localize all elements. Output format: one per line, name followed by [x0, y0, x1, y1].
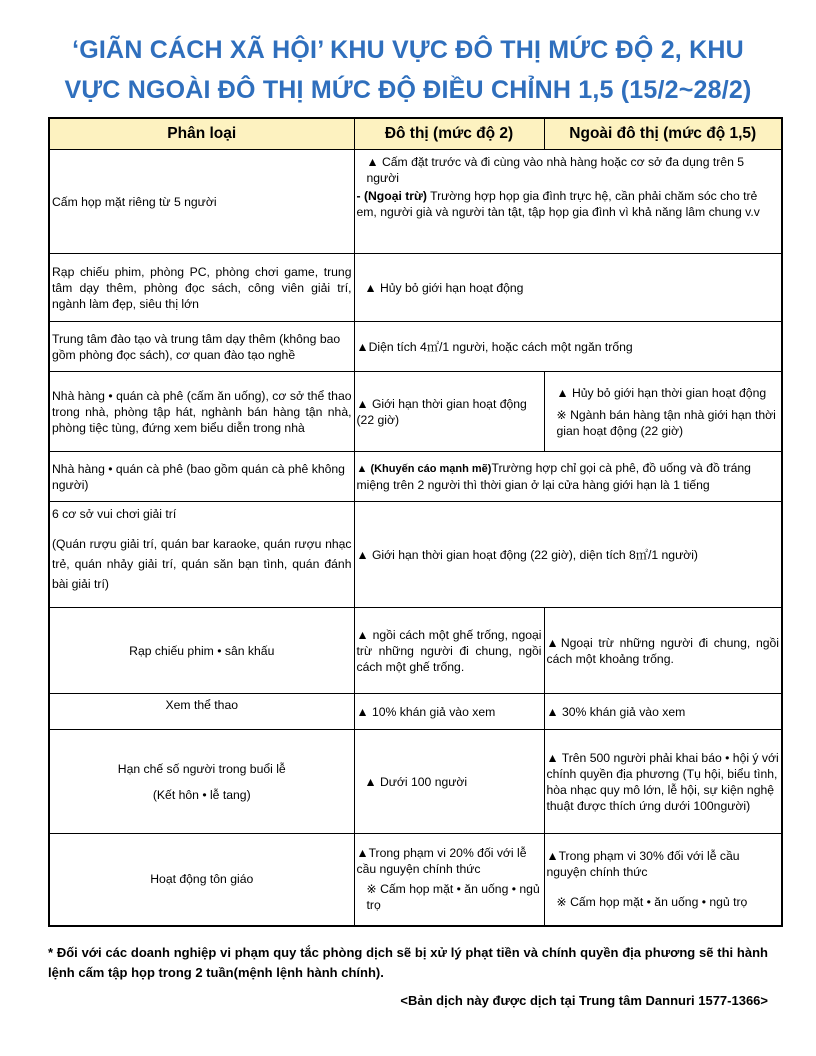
header-urban: Đô thị (mức độ 2): [354, 118, 544, 150]
category-text-a: Hạn chế số người trong buổi lễ: [117, 761, 286, 776]
table-row: [49, 694, 782, 730]
footnote: * Đối với các doanh nghiệp vi phạm quy tắc phòng dịch sẽ bị xử lý phạt tiền và chính quyền địa phương sẽ thi hành lệnh cấm tập họp trong 2 tuần(mệnh lệnh hành chính).: [48, 945, 768, 980]
rule-text: ▲ Cấm đặt trước và đi cùng vào nhà hàng hoặc cơ sở đa dụng trên 5 người: [366, 155, 745, 185]
row-urban: ▲ Dưới 100 người: [354, 730, 544, 834]
row-rule: [354, 150, 782, 254]
row-category: Rạp chiếu phim, phòng PC, phòng chơi game, trung tâm dạy thêm, phòng đọc sách, công viên giải trí, ngành làm đẹp, siêu thị lớn: [49, 254, 354, 322]
row-rural: ▲Ngoại trừ những người đi chung, ngồi cách một khoảng trống.: [544, 608, 782, 694]
title-line-2: VỰC NGOÀI ĐÔ THỊ MỨC ĐỘ ĐIỀU CHỈNH 1,5 (15/2~28/2): [64, 76, 752, 104]
row-urban: ▲ ngồi cách một ghế trống, ngoại trừ những người đi chung, ngồi cách một ghế trống.: [354, 608, 544, 694]
table-row: [49, 608, 782, 694]
row-category: Rạp chiếu phim • sân khấu: [49, 608, 354, 694]
category-text-a: 6 cơ sở vui chơi giải trí: [52, 507, 177, 521]
table-row: [49, 502, 782, 608]
row-rule: [354, 452, 782, 502]
row-category: Cấm họp mặt riêng từ 5 người: [49, 150, 354, 254]
title-line-1: ‘GIÃN CÁCH XÃ HỘI’ KHU VỰC ĐÔ THỊ MỨC ĐỘ 2, KHU: [72, 36, 744, 64]
table-row: [49, 730, 782, 834]
rule-text: Trường hợp chỉ gọi cà phê, đồ uống và đồ tráng miệng trên 2 người thì thời gian ở lại cửa hàng giới hạn là 1 tiếng: [356, 461, 751, 492]
rural-text-b: ※ Cấm họp mặt • ăn uống • ngủ trọ: [556, 895, 748, 910]
urban-text-a: ▲Trong phạm vi 20% đối với lễ cầu nguyện chính thức: [356, 846, 527, 877]
row-urban: ▲ 10% khán giả vào xem: [354, 694, 544, 730]
row-category: Xem thể thao: [49, 694, 354, 730]
rural-text-a: ▲Trong phạm vi 30% đối với lễ cầu nguyện chính thức: [546, 849, 740, 880]
regulation-table: [48, 117, 783, 927]
rule-exception-label: - (Ngoại trừ): [356, 189, 427, 203]
rural-text-a: ▲ Hủy bỏ giới hạn thời gian hoạt động: [556, 385, 767, 400]
table-row: [49, 254, 782, 322]
table-row: [49, 322, 782, 372]
rule-advisory-label: ▲ (Khuyến cáo mạnh mẽ): [356, 463, 492, 475]
page-title: [28, 30, 788, 110]
category-text-b: (Kết hôn • lễ tang): [152, 787, 251, 802]
row-category: Nhà hàng • quán cà phê (bao gồm quán cà phê không người): [49, 452, 354, 502]
rural-text-b: ※ Ngành bán hàng tận nhà giới hạn thời gian hoạt động (22 giờ): [556, 407, 776, 438]
row-category: [49, 502, 354, 608]
row-rule: ▲ Giới hạn thời gian hoạt động (22 giờ), diện tích 8㎡/1 người): [354, 502, 782, 608]
row-urban: ▲ Giới hạn thời gian hoạt động (22 giờ): [354, 372, 544, 452]
table-row: [49, 834, 782, 926]
row-rural: [544, 834, 782, 926]
table-row: [49, 372, 782, 452]
row-urban: [354, 834, 544, 926]
category-text-b: (Quán rượu giải trí, quán bar karaoke, quán rượu nhạc trẻ, quán nhảy giải trí, quán săn bạn tình, quán đánh bài giải trí): [52, 537, 352, 591]
row-category: [49, 730, 354, 834]
translation-credit: <Bản dịch này được dịch tại Trung tâm Dannuri 1577-1366>: [400, 993, 768, 1008]
row-rural: ▲ Trên 500 người phải khai báo • hội ý với chính quyền địa phương (Tụ hội, biểu tình, hòa nhạc quy mô lớn, lễ hội, sự kiện nghệ thuật được thích ứng dưới 100người): [544, 730, 782, 834]
row-rural: ▲ 30% khán giả vào xem: [544, 694, 782, 730]
header-rural: Ngoài đô thị (mức độ 1,5): [544, 118, 782, 150]
table-row: [49, 452, 782, 502]
row-category: Trung tâm đào tạo và trung tâm dạy thêm (không bao gồm phòng đọc sách), cơ quan đào tạo nghề: [49, 322, 354, 372]
table-header-row: [49, 118, 782, 150]
header-category: Phân loại: [49, 118, 354, 150]
urban-text-b: ※ Cấm họp mặt • ăn uống • ngủ trọ: [366, 882, 540, 913]
row-category: Hoạt động tôn giáo: [49, 834, 354, 926]
row-category: Nhà hàng • quán cà phê (cấm ăn uống), cơ sở thể thao trong nhà, phòng tập hát, nghành bán hàng tận nhà, phòng tiệc tùng, đứng xem biểu diễn trong nhà: [49, 372, 354, 452]
row-rural: [544, 372, 782, 452]
row-rule: ▲ Hủy bỏ giới hạn hoạt động: [354, 254, 782, 322]
table-row: [49, 150, 782, 254]
rule-exception-text: Trường hợp họp gia đình trực hệ, cần phải chăm sóc cho trẻ em, người già và người tàn tật, tập họp gia đình vì khả năng lâm chung v.v: [356, 189, 760, 219]
row-rule: ▲Diện tích 4㎡/1 người, hoặc cách một ngăn trống: [354, 322, 782, 372]
